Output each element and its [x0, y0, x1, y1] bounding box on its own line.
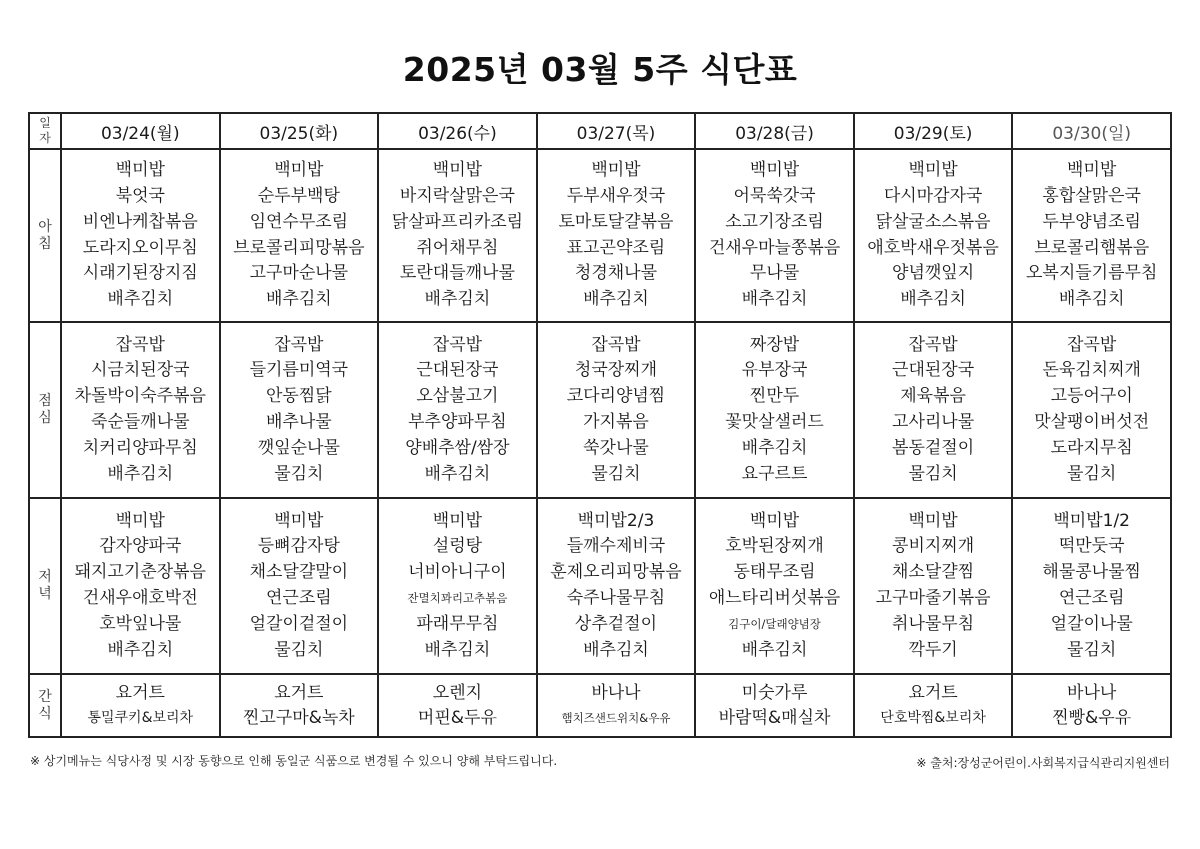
menu-item: 토란대들깨나물 [399, 263, 515, 284]
menu-item: 시래기된장지짐 [82, 263, 198, 284]
menu-item: 백미밥 [274, 160, 324, 181]
menu-item: 요거트 [115, 682, 165, 703]
menu-item: 백미밥 [115, 160, 165, 181]
menu-item: 통밀쿠키&보리차 [87, 709, 194, 726]
menu-item: 상추겉절이 [574, 613, 658, 634]
menu-item: 깻잎순나물 [257, 437, 340, 458]
menu-item: 청경채나물 [574, 263, 658, 284]
menu-item: 배추나물 [265, 412, 332, 432]
menu-item: 백미밥 [749, 510, 800, 531]
menu-item: 안동찜닭 [265, 386, 332, 407]
menu-item: 물김치 [1067, 463, 1117, 484]
menu-item: 단호박찜&보리차 [880, 709, 986, 726]
menu-item: 배추김치 [424, 463, 491, 484]
menu-item: 배추김치 [107, 289, 174, 310]
menu-item: 동태무조림 [733, 562, 816, 583]
menu-item: 도라지오이무침 [82, 237, 198, 258]
menu-cell-breakfast-fri [695, 149, 854, 322]
menu-item: 시금치된장국 [91, 360, 190, 381]
menu-item: 감자양파국 [99, 536, 182, 557]
menu-item: 배추김치 [424, 289, 491, 310]
menu-item: 채소달걀찜 [892, 562, 975, 583]
menu-item: 바나나 [591, 682, 641, 703]
menu-item: 훈제오리피망볶음 [550, 562, 682, 583]
menu-item: 찐빵&우유 [1052, 707, 1132, 728]
menu-cell-breakfast-wed [378, 149, 537, 322]
menu-item: 백미밥 [749, 160, 800, 181]
menu-cell-lunch-tue [220, 322, 379, 498]
menu-item: 토마토달걀볶음 [558, 211, 674, 232]
menu-item: 파래무무침 [416, 613, 499, 634]
menu-item: 머핀&두유 [417, 707, 497, 728]
meal-plan-table [28, 112, 1172, 738]
menu-item: 순두부백탕 [257, 185, 340, 206]
menu-item: 임연수무조림 [249, 211, 349, 232]
menu-item: 고구마순나물 [249, 263, 349, 284]
menu-item: 요구르트 [741, 463, 808, 484]
menu-item: 닭살파프리카조림 [391, 211, 524, 232]
menu-cell-dinner-tue [220, 498, 379, 674]
menu-item: 바람떡&매실차 [718, 707, 831, 728]
menu-item: 잡곡밥 [115, 334, 165, 355]
menu-cell-dinner-wed [378, 498, 537, 674]
menu-item: 배추김치 [1058, 289, 1125, 310]
menu-item: 백미밥 [1067, 160, 1117, 181]
menu-item: 두부양념조림 [1042, 211, 1141, 232]
menu-cell-snack-fri [695, 674, 854, 737]
date-header-row [29, 113, 1171, 149]
menu-item: 봄동겉절이 [892, 437, 975, 458]
menu-item: 요거트 [908, 682, 958, 703]
menu-item: 얼갈이나물 [1050, 613, 1133, 634]
menu-item: 표고곤약조림 [566, 237, 666, 258]
menu-item: 너비아니구이 [408, 562, 507, 583]
menu-item: 물김치 [908, 463, 958, 484]
menu-item: 맛살팽이버섯전 [1034, 412, 1150, 432]
menu-item: 콩비지찌개 [892, 536, 975, 557]
meal-label-breakfast: 아침 [29, 149, 61, 322]
menu-item: 비엔나케찹볶음 [82, 211, 198, 232]
menu-cell-breakfast-sun [1012, 149, 1171, 322]
page-title: 2025년 03월 5주 식단표 [402, 50, 798, 89]
menu-item: 호박된장찌개 [725, 536, 824, 557]
menu-item: 오삼불고기 [416, 386, 499, 407]
menu-cell-snack-tue [220, 674, 379, 737]
menu-item: 물김치 [591, 463, 641, 484]
footnote-notice: ※ 상기메뉴는 식당사정 및 시장 동향으로 인해 동일군 식품으로 변경될 수 있으니 양해 부탁드립니다. [30, 754, 558, 768]
menu-item: 오렌지 [432, 682, 483, 703]
menu-item: 호박잎나물 [99, 613, 182, 634]
menu-cell-lunch-mon [61, 322, 220, 498]
menu-item: 물김치 [274, 463, 324, 484]
menu-cell-lunch-thu [537, 322, 696, 498]
menu-item: 햄치즈샌드위치&우유 [561, 710, 671, 725]
menu-cell-breakfast-thu [537, 149, 696, 322]
menu-item: 제육볶음 [900, 386, 966, 407]
menu-item: 요거트 [274, 682, 324, 703]
menu-item: 건새우마늘쫑볶음 [708, 237, 841, 258]
menu-item: 백미밥 [908, 160, 958, 181]
menu-item: 해물콩나물찜 [1042, 562, 1141, 583]
day-header-sun: 03/30(일) [1012, 113, 1171, 149]
menu-cell-breakfast-mon [61, 149, 220, 322]
menu-cell-dinner-sun [1012, 498, 1171, 674]
menu-cell-snack-sat [854, 674, 1013, 737]
menu-item: 치커리양파무침 [82, 437, 198, 458]
menu-item: 애호박새우젓볶음 [867, 237, 999, 258]
day-header-fri: 03/28(금) [695, 113, 854, 149]
menu-item: 배추김치 [107, 639, 174, 660]
menu-item: 근대된장국 [892, 360, 975, 381]
menu-item: 백미밥 [908, 510, 958, 531]
meal-rows [29, 149, 1171, 737]
meal-row-lunch [29, 322, 1171, 498]
menu-item: 잡곡밥 [1067, 334, 1117, 355]
menu-cell-dinner-sat [854, 498, 1013, 674]
menu-item: 찐만두 [749, 386, 800, 407]
meal-row-dinner [29, 498, 1171, 674]
menu-item: 애느타리버섯볶음 [708, 588, 841, 608]
menu-item: 브로콜리햄볶음 [1034, 237, 1150, 258]
day-header-thu: 03/27(목) [537, 113, 696, 149]
menu-cell-dinner-fri [695, 498, 854, 674]
menu-item: 다시마감자국 [883, 185, 983, 206]
menu-item: 건새우애호박전 [82, 588, 198, 608]
menu-item: 배추김치 [741, 289, 808, 310]
menu-item: 잡곡밥 [908, 334, 958, 355]
meal-row-snack [29, 674, 1171, 737]
menu-item: 소고기장조림 [725, 211, 824, 232]
menu-item: 물김치 [1067, 639, 1117, 660]
menu-cell-dinner-mon [61, 498, 220, 674]
menu-item: 짜장밥 [749, 334, 800, 355]
menu-item: 설렁탕 [432, 536, 483, 557]
menu-item: 배추김치 [107, 463, 174, 484]
menu-item: 들깨수제비국 [566, 536, 666, 557]
menu-item: 떡만둣국 [1058, 536, 1125, 557]
footnote-source: ※ 출처:장성군어린이.사회복지급식관리지원센터 [916, 756, 1170, 770]
menu-item: 쥐어채무침 [416, 237, 499, 258]
menu-item: 백미밥 [432, 510, 483, 531]
menu-item: 숙주나물무침 [566, 588, 666, 608]
menu-item: 김구이/달래양념장 [728, 616, 821, 631]
date-corner-label: 일자 [29, 113, 61, 149]
menu-item: 돈육김치찌개 [1042, 360, 1141, 381]
meal-row-breakfast [29, 149, 1171, 322]
day-header-tue: 03/25(화) [220, 113, 379, 149]
day-header-sat: 03/29(토) [854, 113, 1013, 149]
menu-item: 쑥갓나물 [583, 437, 649, 458]
menu-item: 바지락살맑은국 [399, 185, 515, 206]
meal-label-lunch: 점심 [29, 322, 61, 498]
menu-item: 잡곡밥 [432, 334, 483, 355]
menu-item: 등뼈감자탕 [257, 536, 340, 557]
menu-item: 꽃맛살샐러드 [725, 412, 824, 432]
menu-item: 무나물 [749, 263, 800, 284]
menu-item: 취나물무침 [892, 613, 975, 634]
menu-item: 고등어구이 [1050, 386, 1133, 407]
menu-item: 배추김치 [424, 639, 491, 660]
menu-cell-snack-sun [1012, 674, 1171, 737]
menu-item: 잡곡밥 [274, 334, 324, 355]
menu-item: 배추김치 [741, 639, 808, 660]
menu-item: 양배추쌈/쌈장 [405, 437, 510, 458]
menu-item: 배추김치 [741, 437, 808, 458]
menu-item: 연근조림 [265, 588, 332, 608]
menu-item: 근대된장국 [416, 360, 499, 381]
menu-item: 유부장국 [741, 360, 808, 381]
menu-item: 깍두기 [908, 639, 958, 660]
menu-item: 배추김치 [583, 639, 649, 660]
menu-item: 북엇국 [115, 185, 165, 206]
menu-item: 백미밥2/3 [577, 510, 655, 531]
menu-cell-snack-thu [537, 674, 696, 737]
menu-item: 차돌박이숙주볶음 [74, 386, 206, 407]
menu-item: 연근조림 [1058, 588, 1125, 608]
menu-item: 도라지무침 [1050, 437, 1133, 458]
menu-item: 물김치 [274, 639, 324, 660]
menu-item: 양념깻잎지 [892, 263, 975, 284]
menu-item: 고구마줄기볶음 [875, 588, 991, 608]
menu-cell-breakfast-sat [854, 149, 1013, 322]
menu-cell-dinner-thu [537, 498, 696, 674]
menu-item: 채소달걀말이 [249, 562, 349, 583]
menu-item: 홍합살맑은국 [1042, 185, 1141, 206]
menu-item: 배추김치 [900, 289, 966, 310]
menu-cell-lunch-fri [695, 322, 854, 498]
menu-item: 백미밥 [274, 510, 324, 531]
menu-item: 얼갈이겉절이 [249, 613, 349, 634]
menu-item: 죽순들깨나물 [91, 412, 190, 432]
menu-item: 바나나 [1067, 682, 1117, 703]
menu-item: 돼지고기춘장볶음 [74, 562, 206, 583]
menu-item: 청국장찌개 [574, 360, 658, 381]
menu-cell-snack-wed [378, 674, 537, 737]
menu-cell-lunch-wed [378, 322, 537, 498]
menu-item: 가지볶음 [583, 412, 649, 432]
menu-item: 백미밥1/2 [1053, 510, 1130, 531]
menu-item: 닭살굴소스볶음 [875, 211, 991, 232]
menu-item: 브로콜리피망볶음 [233, 237, 365, 258]
menu-item: 고사리나물 [892, 412, 975, 432]
menu-item: 백미밥 [115, 510, 165, 531]
menu-item: 백미밥 [432, 160, 483, 181]
menu-item: 잔멸치꽈리고추볶음 [407, 591, 508, 605]
menu-item: 백미밥 [591, 160, 641, 181]
day-header-wed: 03/26(수) [378, 113, 537, 149]
meal-label-dinner: 저녁 [29, 498, 61, 674]
menu-item: 찐고구마&녹차 [242, 707, 355, 728]
menu-item: 두부새우젓국 [566, 185, 666, 206]
menu-item: 미숫가루 [741, 682, 808, 703]
menu-item: 들기름미역국 [249, 360, 349, 381]
menu-item: 배추김치 [583, 289, 649, 310]
menu-item: 부추양파무침 [408, 412, 507, 432]
menu-cell-lunch-sat [854, 322, 1013, 498]
menu-item: 코다리양념찜 [566, 386, 666, 407]
menu-item: 어묵쑥갓국 [733, 185, 816, 206]
menu-cell-breakfast-tue [220, 149, 379, 322]
menu-cell-snack-mon [61, 674, 220, 737]
meal-label-snack: 간식 [29, 674, 61, 737]
day-header-mon: 03/24(월) [61, 113, 220, 149]
menu-item: 잡곡밥 [591, 334, 641, 355]
menu-cell-lunch-sun [1012, 322, 1171, 498]
menu-item: 배추김치 [265, 289, 332, 310]
menu-item: 오복지들기름무침 [1025, 263, 1158, 284]
